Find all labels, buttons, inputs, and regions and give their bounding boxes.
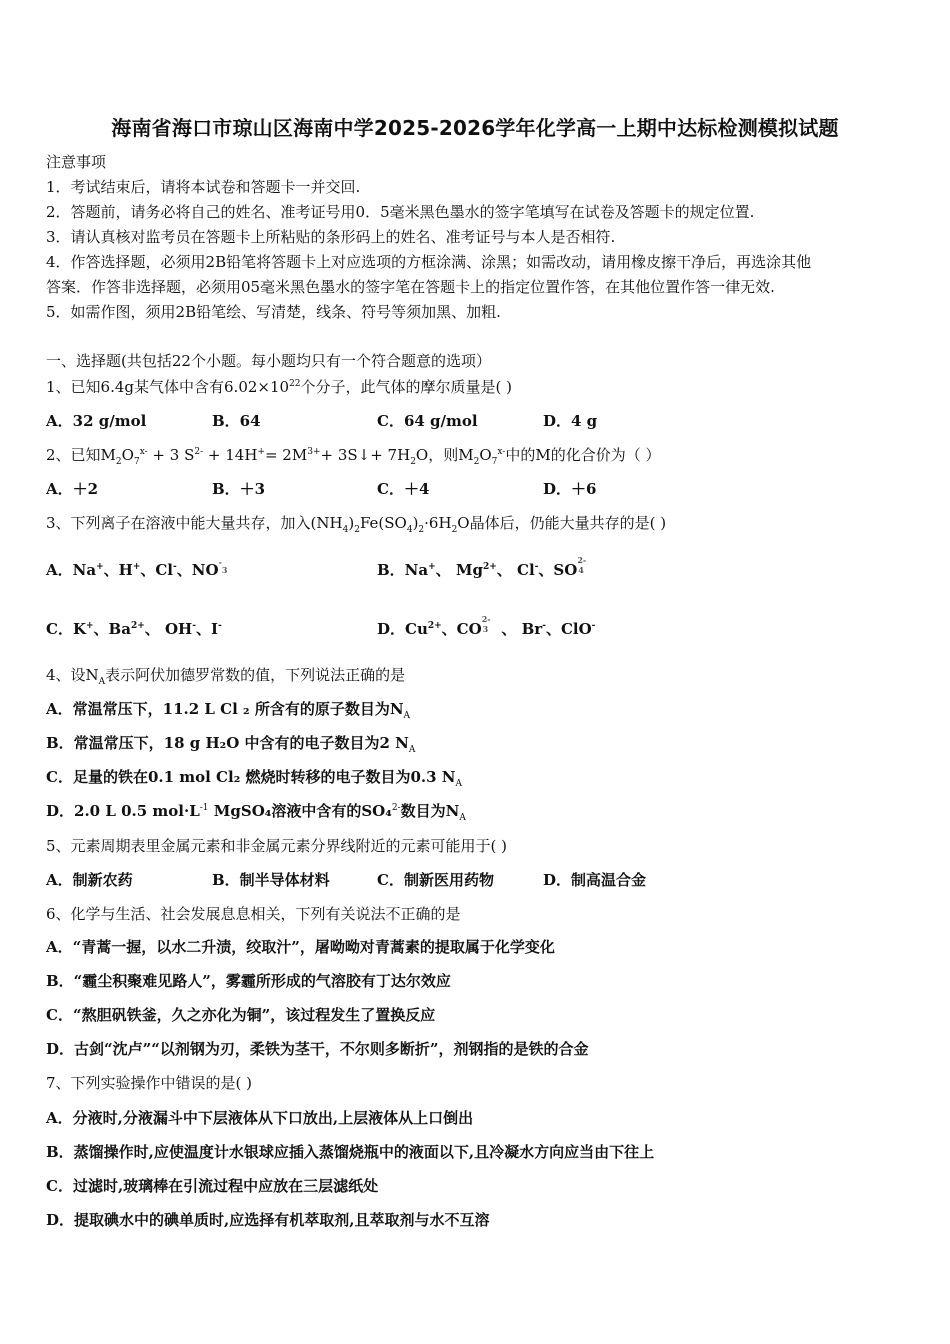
q3-option-a: A．Na+、H+、Cl-、NO-3: [46, 557, 228, 579]
q7-option-a: A．分液时,分液漏斗中下层液体从下口放出,上层液体从上口倒出: [46, 1109, 474, 1127]
q2-option-a: A．＋2: [46, 480, 99, 498]
section-heading: 一、选择题(共包括22个小题。每小题均只有一个符合题意的选项）: [46, 352, 491, 370]
note-item: 5．如需作图，须用2B铅笔绘、写清楚，线条、符号等须加黑、加粗.: [46, 303, 501, 321]
q5-option-b: B．制半导体材料: [212, 871, 330, 889]
q2-option-c: C．＋4: [377, 480, 430, 498]
q4-option-d: D．2.0 L 0.5 $mol\cdot L^{-1}$ MgSO₄溶液中含有的SO₄$^{2-}$数目为$N_A$: [46, 802, 466, 823]
q5-option-d: D．制高温合金: [543, 871, 647, 889]
q7-option-c: C．过滤时,玻璃棒在引流过程中应放在三层滤纸处: [46, 1177, 379, 1195]
q6-option-c: C．“熬胆矾铁釜，久之亦化为铜”，该过程发生了置换反应: [46, 1006, 436, 1024]
q1-option-c: C．64 g/mol: [377, 412, 478, 430]
q3-option-d: D．$Cu^{2+}$、$CO^{2-}3$ 、 Br-、ClO-: [377, 614, 596, 638]
q1-option-b: B．64: [212, 412, 261, 430]
q3-option-c: C．K+、$Ba^{2+}$、 OH-、I-: [46, 620, 222, 638]
q2-option-d: D．＋6: [543, 480, 597, 498]
note-item: 4．作答选择题，必须用2B铅笔将答题卡上对应选项的方框涂满、涂黑；如需改动，请用橡皮擦干净后，再选涂其他: [46, 253, 812, 271]
question-2-stem: 2、已知$M_2O_7^{x-} + 3$ $S^{2-} + 14H^+= 2M^{3+}+$ 3S↓+ $7H_2O$，则$M_2O_7^{x-}$中的M的化合价为（ ）: [46, 446, 661, 467]
q7-option-b: B．蒸馏操作时,应使温度计水银球应插入蒸馏烧瓶中的液面以下,且冷凝水方向应当由下往上: [46, 1143, 655, 1161]
note-item: 2．答题前，请务必将自己的姓名、准考证号用0．5毫米黑色墨水的签字笔填写在试卷及答题卡的规定位置.: [46, 203, 755, 221]
q4-option-a: A．常温常压下，11.2 L Cl ₂ 所含有的原子数目为$N_A$: [46, 700, 411, 721]
q6-option-b: B．“霾尘积聚难见路人”，雾霾所形成的气溶胶有丁达尔效应: [46, 972, 451, 990]
note-item: 答案．作答非选择题，必须用05毫米黑色墨水的签字笔在答题卡上的指定位置作答，在其他位置作答一律无效.: [46, 278, 775, 296]
q5-option-c: C．制新医用药物: [377, 871, 494, 889]
question-5-stem: 5、元素周期表里金属元素和非金属元素分界线附近的元素可能用于( ): [46, 837, 508, 855]
question-1-stem: 1、已知6.4g某气体中含有$6.02\times 10^{22}$个分子，此气体的摩尔质量是( ): [46, 378, 512, 396]
question-4-stem: 4、设$N_A$表示阿伏加德罗常数的值，下列说法正确的是: [46, 666, 406, 687]
exam-title: 海南省海口市琼山区海南中学2025-2026学年化学高一上期中达标检测模拟试题: [111, 116, 839, 140]
q2-option-b: B．＋3: [212, 480, 266, 498]
note-item: 3．请认真核对监考员在答题卡上所粘贴的条形码上的姓名、准考证号与本人是否相符.: [46, 228, 616, 246]
question-6-stem: 6、化学与生活、社会发展息息相关，下列有关说法不正确的是: [46, 905, 461, 923]
q3-option-b: B．Na+、 $Mg^{2+}$、 Cl-、$SO^{2-}4$: [377, 555, 587, 579]
q7-option-d: D．提取碘水中的碘单质时,应选择有机萃取剂,且萃取剂与水不互溶: [46, 1211, 490, 1229]
notes-heading: 注意事项: [46, 153, 107, 171]
q6-option-d: D．古剑“沈卢”“以剂钢为刃，柔铁为茎干，不尔则多断折”，剂钢指的是铁的合金: [46, 1040, 589, 1058]
q1-option-d: D．4 g: [543, 412, 598, 430]
q5-option-a: A．制新农药: [46, 871, 133, 889]
q6-option-a: A．“青蒿一握，以水二升渍，绞取汁”，屠呦呦对青蒿素的提取属于化学变化: [46, 938, 555, 956]
note-item: 1．考试结束后，请将本试卷和答题卡一并交回.: [46, 178, 361, 196]
q1-option-a: A．32 g/mol: [46, 412, 147, 430]
question-7-stem: 7、下列实验操作中错误的是( ): [46, 1074, 253, 1092]
question-3-stem: 3、下列离子在溶液中能大量共存，加入$(NH_4)_2Fe(SO_4)_2\cdot 6H_2O$晶体后，仍能大量共存的是( ): [46, 514, 667, 535]
q4-option-c: C．足量的铁在0.1 mol Cl₂ 燃烧时转移的电子数目为0.3 $N_A$: [46, 768, 463, 789]
q4-option-b: B．常温常压下，18 g H₂O 中含有的电子数目为2 $N_A$: [46, 734, 416, 755]
